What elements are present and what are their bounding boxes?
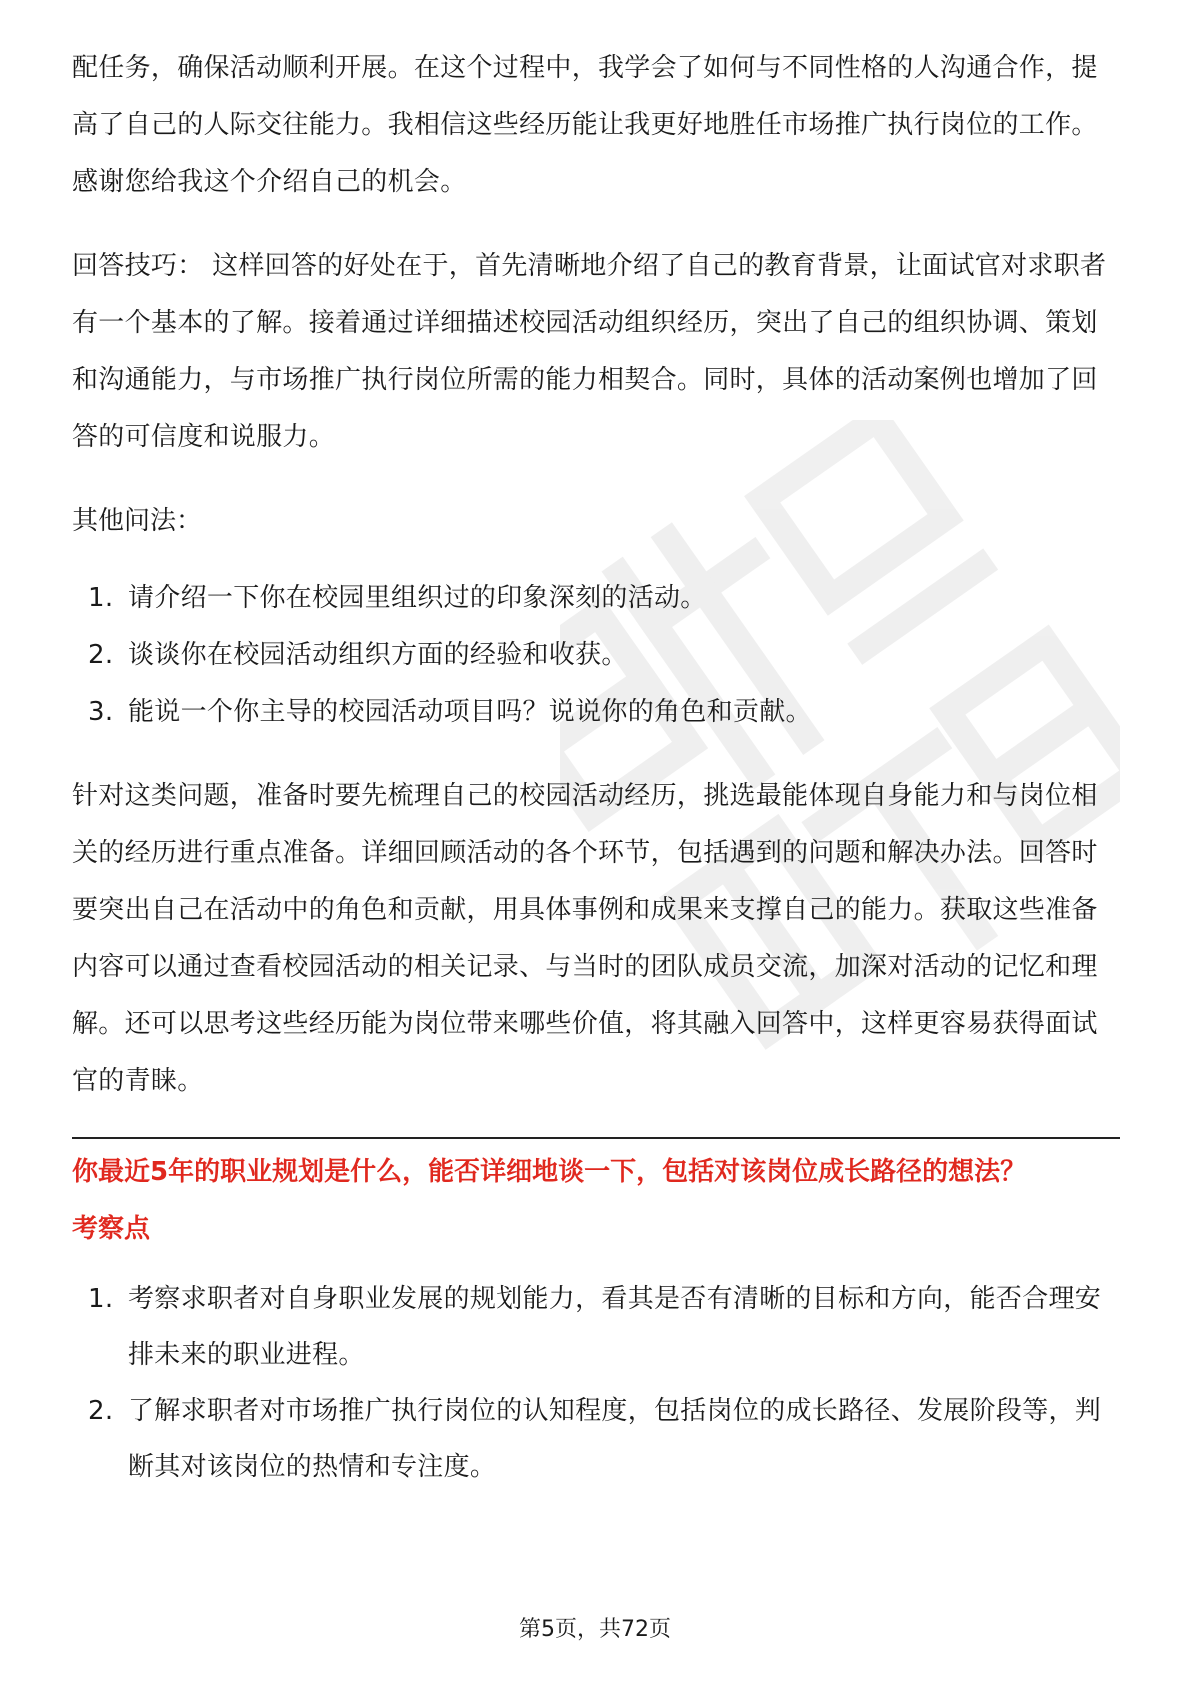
list-item xyxy=(72,1383,1120,1495)
intro-paragraph: 配任务，确保活动顺利开展。在这个过程中，我学会了如何与不同性格的人沟通合作，提高了自己的人际交往能力。我相信这些经历能让我更好地胜任市场推广执行岗位的工作。感谢您给我这个介绍自己的机会。 xyxy=(72,53,1098,197)
advice-paragraph: 针对这类问题，准备时要先梳理自己的校园活动经历，挑选最能体现自身能力和与岗位相关的经历进行重点准备。详细回顾活动的各个环节，包括遇到的问题和解决办法。回答时要突出自己在活动中的角色和贡献，用具体事例和成果来支撑自己的能力。获取这些准备内容可以通过查看校园活动的相关记录、与当时的团队成员交流，加深对活动的记忆和理解。还可以思考这些经历能为岗位带来哪些价值，将其融入回答中，这样更容易获得面试官的青睐。 xyxy=(72,781,1098,1096)
list-item xyxy=(72,570,1120,627)
list-number: 1. xyxy=(88,1284,114,1314)
list-item-text: 了解求职者对市场推广执行岗位的认知程度，包括岗位的成长路径、发展阶段等，判断其对该岗位的热情和专注度。 xyxy=(128,1396,1102,1482)
list-number: 3. xyxy=(88,697,114,727)
list-item xyxy=(72,627,1120,684)
list-item-text: 请介绍一下你在校园里组织过的印象深刻的活动。 xyxy=(128,583,707,613)
other-questions-heading: 其他问法： xyxy=(72,506,203,536)
document-page xyxy=(72,40,1120,1522)
assessment-points-list xyxy=(72,1271,1120,1495)
list-item-text: 能说一个你主导的校园活动项目吗？说说你的角色和贡献。 xyxy=(128,697,812,727)
section-divider xyxy=(72,1137,1120,1139)
list-number: 2. xyxy=(88,1396,114,1426)
list-number: 1. xyxy=(88,583,114,613)
list-item xyxy=(72,684,1120,741)
list-number: 2. xyxy=(88,640,114,670)
tip-paragraph: 回答技巧： 这样回答的好处在于，首先清晰地介绍了自己的教育背景，让面试官对求职者有一个基本的了解。接着通过详细描述校园活动组织经历，突出了自己的组织协调、策划和沟通能力，与市场推广执行岗位所需的能力相契合。同时，具体的活动案例也增加了回答的可信度和说服力。 xyxy=(72,251,1107,452)
other-questions-list xyxy=(72,570,1120,741)
page-number-footer: 第5页，共72页 xyxy=(519,1617,671,1642)
list-item-text: 考察求职者对自身职业发展的规划能力，看其是否有清晰的目标和方向，能否合理安排未来的职业进程。 xyxy=(128,1284,1102,1370)
list-item-text: 谈谈你在校园活动组织方面的经验和收获。 xyxy=(128,640,628,670)
assessment-heading: 考察点 xyxy=(72,1214,151,1244)
list-item xyxy=(72,1271,1120,1383)
question-title: 你最近5年的职业规划是什么，能否详细地谈一下，包括对该岗位成长路径的想法？ xyxy=(72,1157,1027,1187)
